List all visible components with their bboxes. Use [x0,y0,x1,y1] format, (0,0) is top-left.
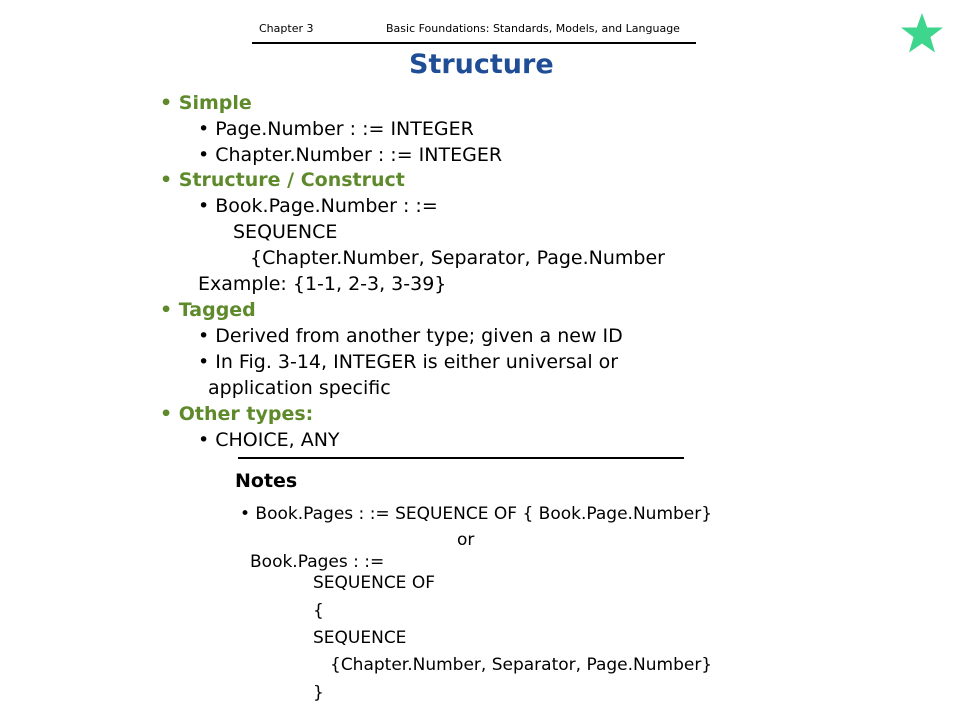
notes-fields: {Chapter.Number, Separator, Page.Number} [330,655,713,675]
bullet-structure: • Structure / Construct [160,169,405,191]
tagged-item-integer: • In Fig. 3-14, INTEGER is either universal or [198,351,619,373]
bullet-other-types: • Other types: [160,403,314,425]
simple-item-page-number: • Page.Number : := INTEGER [198,118,474,140]
structure-fields: {Chapter.Number, Separator, Page.Number [250,247,665,269]
other-item-choice-any: • CHOICE, ANY [198,429,340,451]
notes-line-book-pages-alt: Book.Pages : := [250,552,385,572]
structure-example: Example: {1-1, 2-3, 3-39} [198,273,447,295]
tagged-item-derived: • Derived from another type; given a new ID [198,325,623,347]
simple-item-chapter-number: • Chapter.Number : := INTEGER [198,144,503,166]
notes-line-book-pages: • Book.Pages : := SEQUENCE OF { Book.Page.Number} [240,504,713,524]
slide-title: Structure [409,49,554,80]
notes-open-brace: { [313,601,324,621]
header-divider [252,42,696,44]
notes-or: or [457,530,475,550]
chapter-label: Chapter 3 [259,22,314,35]
notes-close-brace: } [313,683,324,703]
bullet-simple: • Simple [160,92,252,114]
book-title: Basic Foundations: Standards, Models, and Language [386,22,680,35]
notes-sequence: SEQUENCE [313,628,407,648]
notes-divider [238,457,684,459]
tagged-continuation: application specific [208,377,391,399]
notes-sequence-of: SEQUENCE OF [313,573,435,593]
notes-heading: Notes [235,470,298,492]
structure-item: • Book.Page.Number : := [198,195,438,217]
star-icon [900,12,944,54]
structure-sequence: SEQUENCE [233,221,338,243]
bullet-tagged: • Tagged [160,299,256,321]
